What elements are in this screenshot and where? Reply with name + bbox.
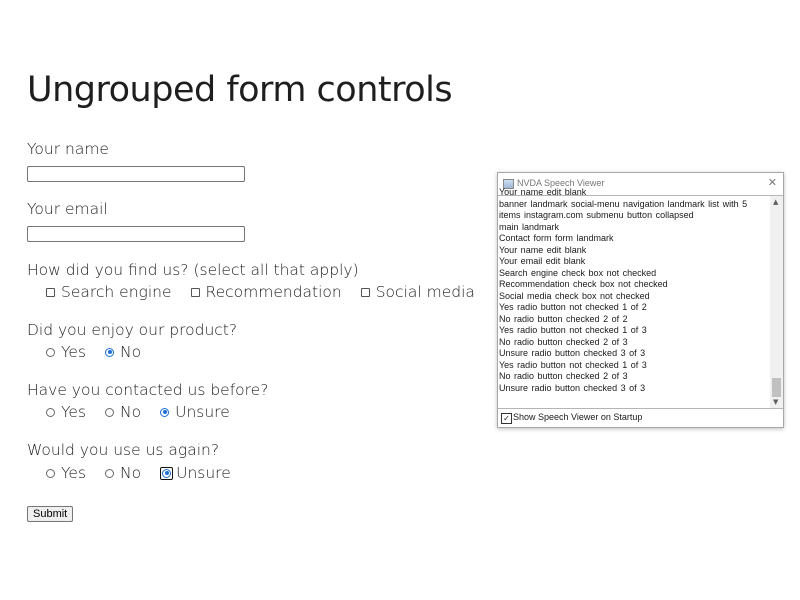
email-field[interactable] (27, 226, 245, 242)
speech-log-line: main landmark (499, 221, 560, 232)
speech-viewer-window (497, 172, 784, 428)
use-again-no-option[interactable] (105, 464, 141, 482)
speech-log-line: Unsure radio button checked 3 of 3 (499, 348, 646, 358)
enjoy-question: Did you enjoy our product? (27, 321, 238, 339)
enjoy-no-option[interactable] (105, 343, 141, 361)
speech-log-line: banner landmark social-menu navigation landmark list with 5 (499, 198, 748, 209)
contacted-options (46, 403, 249, 421)
search-engine-checkbox[interactable] (46, 288, 55, 297)
speech-log[interactable] (498, 187, 783, 409)
close-icon[interactable]: ✕ (767, 176, 777, 189)
speech-log-line: items instagram.com submenu button collapsed (499, 210, 694, 220)
speech-log-line: Social media check box not checked (499, 290, 650, 301)
use-again-unsure-option[interactable] (160, 464, 231, 482)
name-label: Your name (27, 140, 109, 158)
contacted-unsure-option[interactable] (160, 403, 230, 421)
speech-viewer-title: NVDA Speech Viewer (517, 178, 605, 188)
page-title: Ungrouped form controls (27, 70, 453, 110)
speech-log-line: Unsure radio button checked 3 of 3 (499, 382, 646, 393)
recommendation-label[interactable]: Recommendation (205, 283, 342, 301)
contacted-question: Have you contacted us before? (27, 381, 269, 399)
use-again-question: Would you use us again? (27, 441, 220, 459)
startup-checkbox-label[interactable]: Show Speech Viewer on Startup (513, 412, 643, 422)
startup-checkbox[interactable]: ✓ (501, 413, 512, 424)
use-again-unsure-label[interactable]: Unsure (176, 464, 231, 482)
speech-log-line: No radio button checked 2 of 3 (499, 371, 628, 381)
speech-log-line: Contact form form landmark (499, 233, 614, 243)
speech-log-line: Your name edit blank (499, 244, 587, 255)
speech-log-line: Yes radio button not checked 1 of 3 (499, 325, 647, 335)
contacted-no-label[interactable]: No (120, 403, 142, 421)
find-us-options (46, 283, 494, 301)
enjoy-options (46, 343, 160, 361)
contacted-no-radio[interactable] (105, 408, 114, 417)
use-again-yes-label[interactable]: Yes (61, 464, 87, 482)
search-engine-option[interactable] (46, 283, 172, 301)
speech-log-lines (499, 187, 767, 394)
scroll-down-icon[interactable]: ▼ (773, 398, 779, 406)
contacted-no-option[interactable] (105, 403, 141, 421)
speech-log-line: No radio button checked 2 of 3 (499, 336, 628, 347)
search-engine-label[interactable]: Search engine (61, 283, 172, 301)
scroll-up-icon[interactable]: ▲ (773, 198, 779, 206)
social-media-checkbox[interactable] (361, 288, 370, 297)
enjoy-no-radio[interactable] (105, 348, 114, 357)
find-us-question: How did you find us? (select all that apply) (27, 261, 359, 279)
scrollbar-thumb[interactable] (772, 378, 781, 397)
email-label: Your email (27, 200, 108, 218)
contacted-yes-radio[interactable] (46, 408, 55, 417)
speech-viewer-footer (498, 409, 783, 427)
contacted-unsure-label[interactable]: Unsure (175, 403, 230, 421)
contacted-unsure-radio[interactable] (160, 408, 169, 417)
social-media-option[interactable] (361, 283, 475, 301)
recommendation-checkbox[interactable] (191, 288, 200, 297)
speech-log-line: No radio button checked 2 of 2 (499, 313, 628, 324)
scrollbar[interactable] (770, 196, 783, 408)
focus-ring (160, 467, 173, 480)
name-field[interactable] (27, 166, 245, 182)
contacted-yes-option[interactable] (46, 403, 86, 421)
speech-log-line: Your email edit blank (499, 256, 586, 266)
use-again-no-label[interactable]: No (120, 464, 142, 482)
use-again-yes-option[interactable] (46, 464, 86, 482)
use-again-options (46, 464, 250, 482)
submit-button[interactable]: Submit (27, 506, 73, 522)
enjoy-yes-option[interactable] (46, 343, 86, 361)
speech-log-line: Search engine check box not checked (499, 267, 657, 278)
speech-log-line: Your name edit blank (499, 187, 587, 197)
enjoy-yes-radio[interactable] (46, 348, 55, 357)
speech-log-line: Recommendation check box not checked (499, 279, 668, 289)
enjoy-no-label[interactable]: No (120, 343, 142, 361)
use-again-yes-radio[interactable] (46, 469, 55, 478)
speech-log-line: Yes radio button not checked 1 of 2 (499, 302, 647, 312)
speech-log-line: Yes radio button not checked 1 of 3 (499, 359, 647, 370)
contacted-yes-label[interactable]: Yes (61, 403, 87, 421)
use-again-unsure-radio[interactable] (162, 469, 171, 478)
social-media-label[interactable]: Social media (375, 283, 475, 301)
recommendation-option[interactable] (191, 283, 342, 301)
use-again-no-radio[interactable] (105, 469, 114, 478)
enjoy-yes-label[interactable]: Yes (61, 343, 87, 361)
